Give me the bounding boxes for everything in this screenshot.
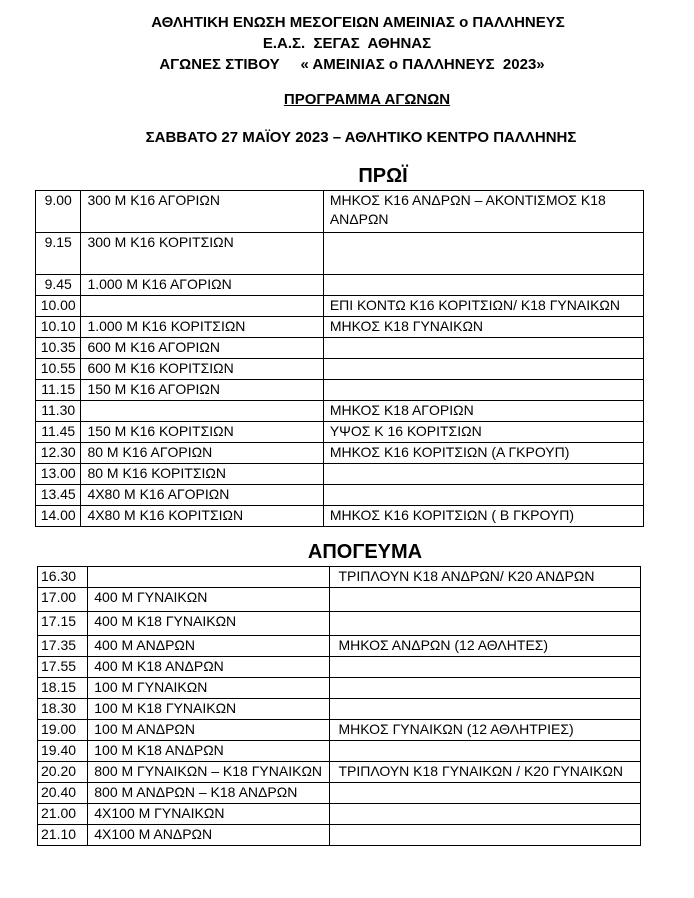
schedule-row — [38, 720, 641, 741]
schedule-row — [38, 699, 641, 720]
time-cell: 17.00 — [38, 588, 88, 612]
track-event-cell: 100 Μ Κ18 ΓΥΝΑΙΚΩΝ — [88, 699, 330, 720]
field-event-cell: ΤΡΙΠΛΟΥΝ Κ18 ΓΥΝΑΙΚΩΝ / Κ20 ΓΥΝΑΙΚΩΝ — [330, 762, 641, 783]
track-event-cell — [81, 296, 323, 317]
field-event-cell — [323, 359, 643, 380]
time-cell: 10.35 — [36, 338, 81, 359]
document-header — [0, 12, 694, 75]
track-event-cell: 80 Μ Κ16 ΚΟΡΙΤΣΙΩΝ — [81, 464, 323, 485]
track-event-cell: 100 Μ Κ18 ΑΝΔΡΩΝ — [88, 741, 330, 762]
field-event-cell: ΤΡΙΠΛΟΥΝ Κ18 ΑΝΔΡΩΝ/ Κ20 ΑΝΔΡΩΝ — [330, 567, 641, 588]
field-event-cell — [323, 275, 643, 296]
schedule-row — [36, 506, 644, 527]
field-event-cell: ΥΨΟΣ Κ 16 ΚΟΡΙΤΣΙΩΝ — [323, 422, 643, 443]
field-event-cell — [330, 699, 641, 720]
header-event-name: ΑΓΩΝΕΣ ΣΤΙΒΟΥ « ΑΜΕΙΝΙΑΣ ο ΠΑΛΛΗΝΕΥΣ 2023» — [159, 56, 545, 73]
schedule-row — [36, 233, 644, 275]
field-event-cell: ΜΗΚΟΣ Κ18 ΓΥΝΑΙΚΩΝ — [323, 317, 643, 338]
time-cell: 9.45 — [36, 275, 81, 296]
track-event-cell: 150 Μ Κ16 ΚΟΡΙΤΣΙΩΝ — [81, 422, 323, 443]
morning-section-title: ΠΡΩΪ — [358, 165, 408, 187]
track-event-cell: 800 Μ ΓΥΝΑΙΚΩΝ – Κ18 ΓΥΝΑΙΚΩΝ — [88, 762, 330, 783]
track-event-cell: 400 Μ Κ18 ΓΥΝΑΙΚΩΝ — [88, 612, 330, 636]
time-cell: 12.30 — [36, 443, 81, 464]
morning-schedule-table — [35, 190, 644, 527]
schedule-row — [38, 567, 641, 588]
time-cell: 9.15 — [36, 233, 81, 275]
track-event-cell: 1.000 Μ Κ16 ΑΓΟΡΙΩΝ — [81, 275, 323, 296]
field-event-cell — [330, 741, 641, 762]
schedule-row — [38, 678, 641, 699]
time-cell: 16.30 — [38, 567, 88, 588]
program-title: ΠΡΟΓΡΑΜΜΑ ΑΓΩΝΩΝ — [283, 91, 451, 108]
time-cell: 14.00 — [36, 506, 81, 527]
schedule-row — [36, 275, 644, 296]
field-event-cell — [323, 338, 643, 359]
track-event-cell: 4Χ80 Μ Κ16 ΚΟΡΙΤΣΙΩΝ — [81, 506, 323, 527]
field-event-cell — [330, 657, 641, 678]
schedule-row — [36, 380, 644, 401]
track-event-cell: 1.000 Μ Κ16 ΚΟΡΙΤΣΙΩΝ — [81, 317, 323, 338]
time-cell: 11.15 — [36, 380, 81, 401]
track-event-cell: 300 Μ Κ16 ΚΟΡΙΤΣΙΩΝ — [81, 233, 323, 275]
time-cell: 19.00 — [38, 720, 88, 741]
field-event-cell — [330, 804, 641, 825]
schedule-row — [38, 741, 641, 762]
field-event-cell — [330, 825, 641, 846]
track-event-cell: 100 Μ ΑΝΔΡΩΝ — [88, 720, 330, 741]
track-event-cell: 800 Μ ΑΝΔΡΩΝ – Κ18 ΑΝΔΡΩΝ — [88, 783, 330, 804]
field-event-cell: ΜΗΚΟΣ Κ16 ΚΟΡΙΤΣΙΩΝ ( Β ΓΚΡΟΥΠ) — [323, 506, 643, 527]
track-event-cell: 400 Μ Κ18 ΑΝΔΡΩΝ — [88, 657, 330, 678]
schedule-row — [38, 612, 641, 636]
time-cell: 11.30 — [36, 401, 81, 422]
track-event-cell: 80 Μ Κ16 ΑΓΟΡΙΩΝ — [81, 443, 323, 464]
schedule-row — [36, 443, 644, 464]
time-cell: 19.40 — [38, 741, 88, 762]
field-event-cell: ΜΗΚΟΣ Κ16 ΑΝΔΡΩΝ – ΑΚΟΝΤΙΣΜΟΣ Κ18 ΑΝΔΡΩΝ — [323, 191, 643, 233]
schedule-row — [36, 317, 644, 338]
schedule-row — [36, 191, 644, 233]
time-cell: 13.45 — [36, 485, 81, 506]
field-event-cell — [323, 485, 643, 506]
time-cell: 20.40 — [38, 783, 88, 804]
time-cell: 17.35 — [38, 636, 88, 657]
field-event-cell: ΕΠΙ ΚΟΝΤΩ Κ16 ΚΟΡΙΤΣΙΩΝ/ Κ18 ΓΥΝΑΙΚΩΝ — [323, 296, 643, 317]
field-event-cell — [323, 464, 643, 485]
field-event-cell: ΜΗΚΟΣ ΑΝΔΡΩΝ (12 ΑΘΛΗΤΕΣ) — [330, 636, 641, 657]
track-event-cell — [88, 567, 330, 588]
schedule-row — [36, 422, 644, 443]
field-event-cell — [330, 783, 641, 804]
time-cell: 10.10 — [36, 317, 81, 338]
field-event-cell — [323, 233, 643, 275]
schedule-row — [38, 762, 641, 783]
afternoon-section-title: ΑΠΟΓΕΥΜΑ — [307, 541, 423, 563]
time-cell: 17.55 — [38, 657, 88, 678]
time-cell: 18.15 — [38, 678, 88, 699]
schedule-row — [36, 359, 644, 380]
track-event-cell: 100 Μ ΓΥΝΑΙΚΩΝ — [88, 678, 330, 699]
schedule-row — [36, 464, 644, 485]
time-cell: 18.30 — [38, 699, 88, 720]
date-venue-line: ΣΑΒΒΑΤΟ 27 ΜΑΪΟΥ 2023 – ΑΘΛΗΤΙΚΟ ΚΕΝΤΡΟ ΠΑΛΛΗΝΗΣ — [145, 129, 577, 146]
track-event-cell: 4Χ100 Μ ΑΝΔΡΩΝ — [88, 825, 330, 846]
field-event-cell: ΜΗΚΟΣ Κ18 ΑΓΟΡΙΩΝ — [323, 401, 643, 422]
schedule-row — [38, 657, 641, 678]
track-event-cell: 4Χ80 Μ Κ16 ΑΓΟΡΙΩΝ — [81, 485, 323, 506]
track-event-cell: 400 Μ ΓΥΝΑΙΚΩΝ — [88, 588, 330, 612]
time-cell: 10.55 — [36, 359, 81, 380]
time-cell: 11.45 — [36, 422, 81, 443]
field-event-cell: ΜΗΚΟΣ ΓΥΝΑΙΚΩΝ (12 ΑΘΛΗΤΡΙΕΣ) — [330, 720, 641, 741]
time-cell: 9.00 — [36, 191, 81, 233]
time-cell: 13.00 — [36, 464, 81, 485]
schedule-row — [38, 804, 641, 825]
schedule-row — [38, 825, 641, 846]
field-event-cell — [330, 612, 641, 636]
time-cell: 10.00 — [36, 296, 81, 317]
time-cell: 20.20 — [38, 762, 88, 783]
schedule-row — [38, 588, 641, 612]
field-event-cell — [330, 678, 641, 699]
track-event-cell: 300 Μ Κ16 ΑΓΟΡΙΩΝ — [81, 191, 323, 233]
header-organization: ΑΘΛΗΤΙΚΗ ΕΝΩΣΗ ΜΕΣΟΓΕΙΩΝ ΑΜΕΙΝΙΑΣ ο ΠΑΛΛΗΝΕΥΣ — [151, 14, 565, 31]
afternoon-schedule-table — [37, 566, 641, 846]
field-event-cell: ΜΗΚΟΣ Κ16 ΚΟΡΙΤΣΙΩΝ (Α ΓΚΡΟΥΠ) — [323, 443, 643, 464]
time-cell: 21.10 — [38, 825, 88, 846]
time-cell: 21.00 — [38, 804, 88, 825]
field-event-cell — [330, 588, 641, 612]
schedule-row — [36, 485, 644, 506]
track-event-cell: 150 Μ Κ16 ΑΓΟΡΙΩΝ — [81, 380, 323, 401]
track-event-cell: 400 Μ ΑΝΔΡΩΝ — [88, 636, 330, 657]
schedule-row — [36, 296, 644, 317]
schedule-row — [36, 401, 644, 422]
time-cell: 17.15 — [38, 612, 88, 636]
track-event-cell: 600 Μ Κ16 ΚΟΡΙΤΣΙΩΝ — [81, 359, 323, 380]
track-event-cell: 4Χ100 Μ ΓΥΝΑΙΚΩΝ — [88, 804, 330, 825]
track-event-cell — [81, 401, 323, 422]
schedule-row — [36, 338, 644, 359]
track-event-cell: 600 Μ Κ16 ΑΓΟΡΙΩΝ — [81, 338, 323, 359]
header-federation: Ε.Α.Σ. ΣΕΓΑΣ ΑΘΗΝΑΣ — [262, 35, 432, 52]
schedule-row — [38, 783, 641, 804]
schedule-row — [38, 636, 641, 657]
field-event-cell — [323, 380, 643, 401]
